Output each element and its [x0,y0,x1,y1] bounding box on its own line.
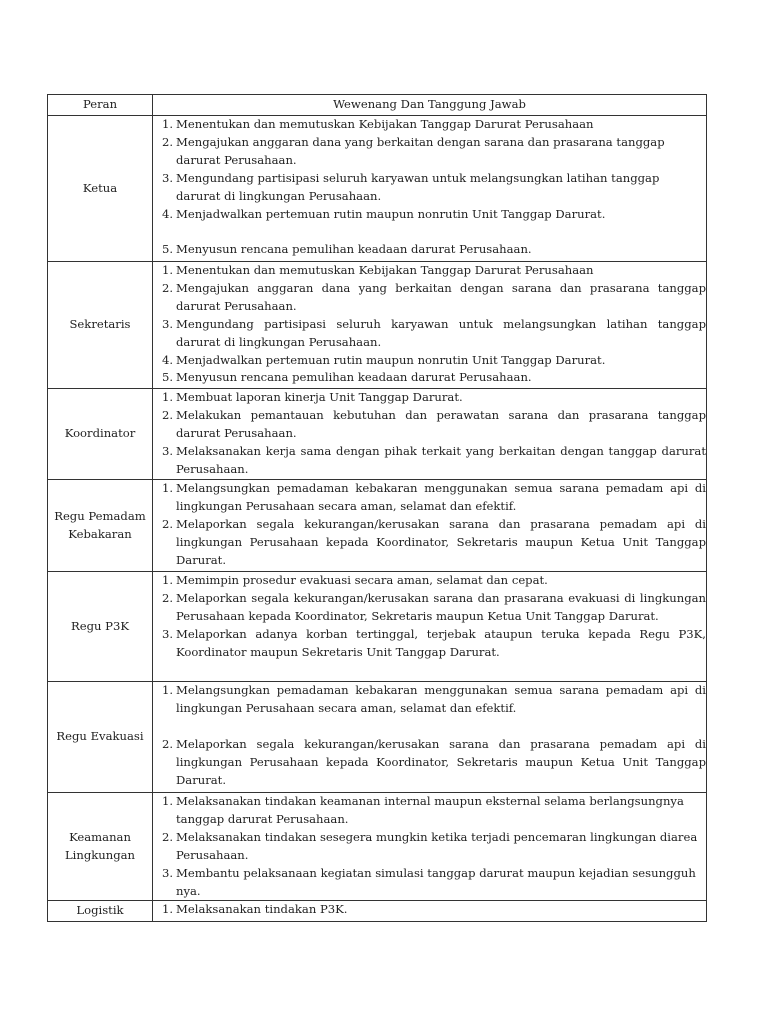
list-item: 2 . Mengajukan anggaran dana yang berkaitan dengan sarana dan prasarana tanggap darurat Perusahaan. [153,134,706,170]
list-item: 3 . Melaporkan adanya korban tertinggal, terjebak ataupun teruka kepada Regu P3K, Koordinator maupun Sekretaris Unit Tanggap Darurat. [153,626,706,662]
list-item: 4 . Menjadwalkan pertemuan rutin maupun nonrutin Unit Tanggap Darurat. [153,206,706,224]
role-cell: Keamanan Lingkungan [48,793,153,901]
list-item: 1 . Menentukan dan memutuskan Kebijakan Tanggap Darurat Perusahaan [153,116,706,134]
list-item: 1 . Melaksanakan tindakan keamanan internal maupun eksternal selama berlangsungnya tanggap darurat Perusahaan. [153,793,706,829]
role-cell: Regu Evakuasi [48,682,153,793]
role-cell: Sekretaris [48,262,153,389]
table-row [48,480,707,572]
list-item: 1 . Melangsungkan pemadaman kebakaran menggunakan semua sarana pemadam api di lingkungan Perusahaan secara aman, selamat dan efektif. [153,682,706,718]
duty-list [153,389,706,479]
duty-list [153,572,706,662]
list-item: 1 . Membuat laporan kinerja Unit Tanggap Darurat. [153,389,706,407]
role-cell: Ketua [48,116,153,262]
list-item: 2 . Melaporkan segala kekurangan/kerusakan sarana dan prasarana evakuasi di lingkungan Perusahaan kepada Koordinator, Sekretaris maupun Ketua Unit Tanggap Darurat. [153,590,706,626]
duty-list [153,480,706,570]
header-role: Peran [48,95,153,116]
list-item: 2 . Melakukan pemantauan kebutuhan dan perawatan sarana dan prasarana tanggap darurat Perusahaan. [153,407,706,443]
list-item: 3 . Membantu pelaksanaan kegiatan simulasi tanggap darurat maupun kejadian sesungguh nya. [153,865,706,901]
duty-list [153,793,706,900]
list-item: 1 . Memimpin prosedur evakuasi secara aman, selamat dan cepat. [153,572,706,590]
role-cell: Logistik [48,901,153,922]
duties-cell [153,480,707,572]
table-row [48,389,707,480]
list-item: 3 . Melaksanakan kerja sama dengan pihak terkait yang berkaitan dengan tanggap darurat Perusahaan. [153,443,706,479]
list-item: 1 . Menentukan dan memutuskan Kebijakan Tanggap Darurat Perusahaan [153,262,706,280]
list-item: 2 . Melaporkan segala kekurangan/kerusakan sarana dan prasarana pemadam api di lingkungan Perusahaan kepada Koordinator, Sekretaris maupun Ketua Unit Tanggap Darurat. [153,736,706,790]
header-duties: Wewenang Dan Tanggung Jawab [153,95,707,116]
table-row [48,682,707,793]
header-row [48,95,707,116]
duty-list [153,262,706,387]
duties-cell [153,793,707,901]
list-item: 2 . Melaksanakan tindakan sesegera mungkin ketika terjadi pencemaran lingkungan diarea Perusahaan. [153,829,706,865]
list-item: 3 . Mengundang partisipasi seluruh karyawan untuk melangsungkan latihan tanggap darurat di lingkungan Perusahaan. [153,316,706,352]
role-cell: Regu P3K [48,572,153,682]
duties-cell [153,572,707,682]
duty-list [153,116,706,259]
duties-cell [153,262,707,389]
duty-list [153,682,706,789]
role-cell: Koordinator [48,389,153,480]
list-item: 2 . Mengajukan anggaran dana yang berkaitan dengan sarana dan prasarana tanggap darurat Perusahaan. [153,280,706,316]
duties-cell [153,901,707,922]
role-cell: Regu Pemadam Kebakaran [48,480,153,572]
table-row [48,116,707,262]
table-row [48,901,707,922]
roles-responsibilities-table [47,94,707,922]
list-item: 3 . Mengundang partisipasi seluruh karyawan untuk melangsungkan latihan tanggap darurat di lingkungan Perusahaan. [153,170,706,206]
table-row [48,262,707,389]
list-item: 1 . Melaksanakan tindakan P3K. [153,901,706,919]
table-row [48,572,707,682]
duties-cell [153,389,707,480]
list-item: 2 . Melaporkan segala kekurangan/kerusakan sarana dan prasarana pemadam api di lingkungan Perusahaan kepada Koordinator, Sekretaris maupun Ketua Unit Tanggap Darurat. [153,516,706,570]
duty-list [153,901,706,919]
list-item: 1 . Melangsungkan pemadaman kebakaran menggunakan semua sarana pemadam api di lingkungan Perusahaan secara aman, selamat dan efektif. [153,480,706,516]
duties-cell [153,116,707,262]
table-row [48,793,707,901]
list-item: 4 . Menjadwalkan pertemuan rutin maupun nonrutin Unit Tanggap Darurat. [153,352,706,370]
duties-cell [153,682,707,793]
list-item: 5 . Menyusun rencana pemulihan keadaan darurat Perusahaan. [153,369,706,387]
list-item: 5 . Menyusun rencana pemulihan keadaan darurat Perusahaan. [153,241,706,259]
